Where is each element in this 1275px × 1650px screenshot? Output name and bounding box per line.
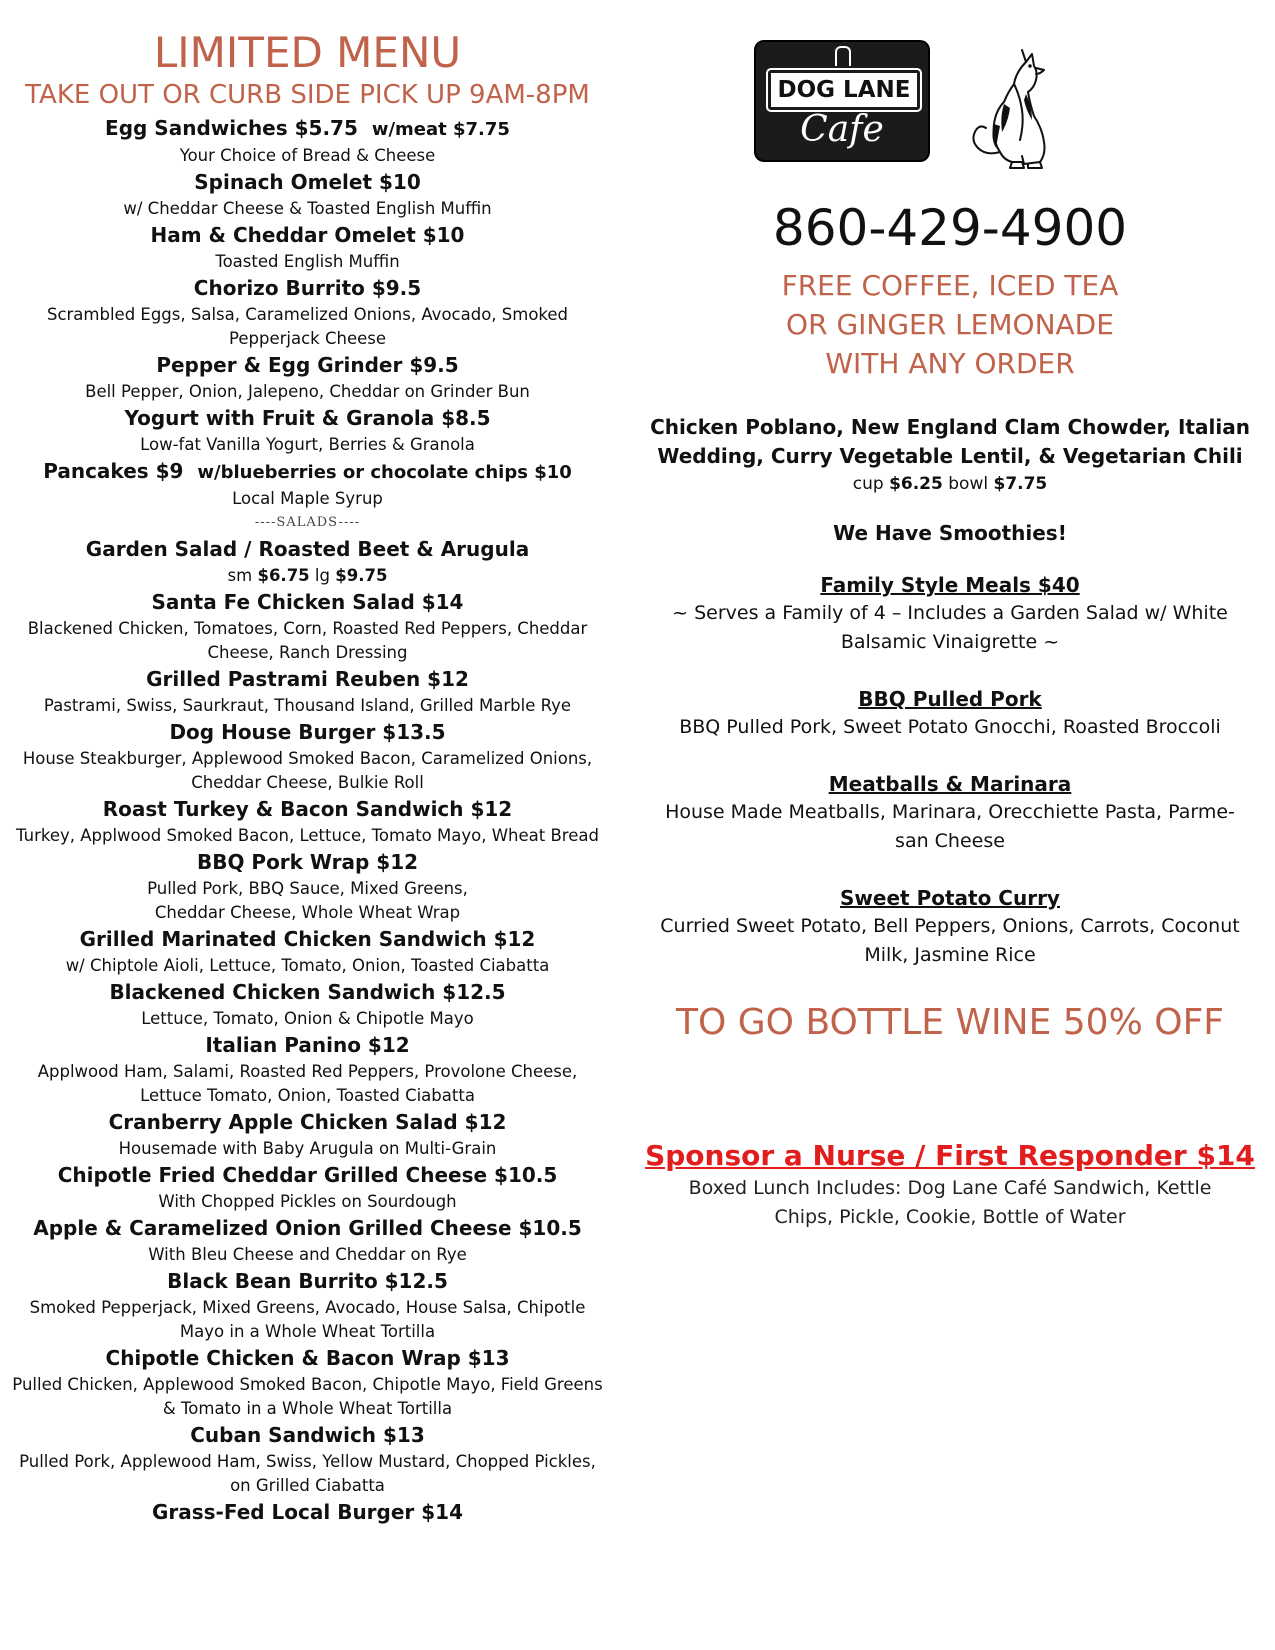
item-desc: Turkey, Applwood Smoked Bacon, Lettuce, Tomato Mayo, Wheat Bread: [16, 826, 599, 845]
menu-item: [0, 1161, 615, 1214]
menu-item: [0, 588, 615, 665]
item-desc: w/ Cheddar Cheese & Toasted English Muffin: [123, 199, 492, 218]
item-name: Grilled Marinated Chicken Sandwich $12: [79, 927, 536, 951]
phone-number: 860-429-4900: [772, 199, 1128, 257]
menu-item: [0, 1344, 615, 1421]
smoothies-note: We Have Smoothies!: [833, 521, 1067, 545]
item-desc: Lettuce Tomato, Onion, Toasted Ciabatta: [140, 1086, 475, 1105]
item-name: Chipotle Fried Cheddar Grilled Cheese $10.5: [57, 1163, 558, 1187]
menu-item: [0, 848, 615, 925]
item-desc: Blackened Chicken, Tomatoes, Corn, Roasted Red Peppers, Cheddar: [27, 619, 588, 638]
item-desc: Cheddar Cheese, Whole Wheat Wrap: [154, 903, 461, 922]
menu-item: [0, 1421, 615, 1498]
free-drink-promo: [640, 266, 1260, 383]
sponsor-title: Sponsor a Nurse / First Responder $14: [645, 1139, 1255, 1172]
menu-item: [0, 168, 615, 221]
meal-title: Sweet Potato Curry: [840, 886, 1060, 910]
wine-promo: TO GO BOTTLE WINE 50% OFF: [676, 1002, 1224, 1043]
meal-title: Meatballs & Marinara: [828, 772, 1072, 796]
promo-line: WITH ANY ORDER: [825, 347, 1075, 380]
item-desc: on Grilled Ciabatta: [230, 1476, 385, 1495]
item-desc: Low-fat Vanilla Yogurt, Berries & Granola: [140, 435, 475, 454]
item-desc: Lettuce, Tomato, Onion & Chipotle Mayo: [141, 1009, 474, 1028]
item-name: Santa Fe Chicken Salad $14: [151, 590, 464, 614]
item-desc: Pastrami, Swiss, Saurkraut, Thousand Island, Grilled Marble Rye: [43, 696, 572, 715]
item-desc: Mayo in a Whole Wheat Tortilla: [179, 1322, 436, 1341]
item-name: Grilled Pastrami Reuben $12: [146, 667, 469, 691]
item-name: Egg Sandwiches $5.75 w/meat $7.75: [105, 116, 510, 140]
item-desc: Housemade with Baby Arugula on Multi-Grain: [118, 1139, 497, 1158]
item-name: BBQ Pork Wrap $12: [196, 850, 419, 874]
item-desc: sm $6.75 lg $9.75: [227, 566, 388, 585]
item-extra: w/meat $7.75: [371, 119, 510, 140]
logo-sign-text: DOG LANE: [768, 70, 920, 110]
menu-item: [0, 795, 615, 848]
dog-sitting-icon: [964, 44, 1056, 170]
menu-item: [0, 1108, 615, 1161]
family-meals-desc: ~ Serves a Family of 4 – Includes a Garden Salad w/ White: [672, 602, 1228, 624]
menu-item: [0, 404, 615, 457]
dog-lane-cafe-logo: [756, 42, 928, 160]
item-name: Garden Salad / Roasted Beet & Arugula: [85, 537, 530, 561]
menu-title: LIMITED MENU: [153, 28, 462, 77]
family-meals-desc: Balsamic Vinaigrette ~: [840, 631, 1060, 653]
item-name: Pepper & Egg Grinder $9.5: [156, 353, 459, 377]
item-name: Chipotle Chicken & Bacon Wrap $13: [105, 1346, 510, 1370]
item-name: Spinach Omelet $10: [194, 170, 421, 194]
item-name: Chorizo Burrito $9.5: [193, 276, 422, 300]
menu-item: [0, 978, 615, 1031]
family-meals-title: Family Style Meals $40: [820, 573, 1080, 597]
salads-divider: ----SALADS----: [254, 515, 361, 530]
menu-item: [0, 1214, 615, 1267]
soups-line: Chicken Poblano, New England Clam Chowder, Italian: [650, 415, 1250, 439]
promo-line: OR GINGER LEMONADE: [786, 308, 1114, 341]
menu-item: [0, 718, 615, 795]
menu-item: [0, 351, 615, 404]
meal-desc: House Made Meatballs, Marinara, Orecchiette Pasta, Parme-: [665, 801, 1235, 823]
menu-item: [0, 274, 615, 351]
item-name: Blackened Chicken Sandwich $12.5: [109, 980, 506, 1004]
item-name: Grass-Fed Local Burger $14: [151, 1500, 464, 1524]
right-column: [640, 28, 1260, 1232]
menu-item: [0, 221, 615, 274]
item-desc: w/ Chiptole Aioli, Lettuce, Tomato, Onion, Toasted Ciabatta: [65, 956, 550, 975]
item-desc: Cheddar Cheese, Bulkie Roll: [191, 773, 424, 792]
meal-desc: san Cheese: [895, 830, 1005, 852]
item-desc: Pepperjack Cheese: [229, 329, 386, 348]
meal-desc: BBQ Pulled Pork, Sweet Potato Gnocchi, Roasted Broccoli: [679, 716, 1221, 738]
menu-item: [0, 1031, 615, 1108]
sponsor-desc: Boxed Lunch Includes: Dog Lane Café Sandwich, Kettle: [688, 1177, 1212, 1199]
item-name: Pancakes $9 w/blueberries or chocolate chips $10: [43, 459, 572, 483]
soup-prices: cup $6.25 bowl $7.75: [852, 474, 1048, 494]
item-extra: w/blueberries or chocolate chips $10: [197, 462, 572, 483]
item-desc: Pulled Chicken, Applewood Smoked Bacon, Chipotle Mayo, Field Greens: [12, 1375, 603, 1394]
item-desc: & Tomato in a Whole Wheat Tortilla: [162, 1399, 453, 1418]
item-desc: Your Choice of Bread & Cheese: [179, 146, 436, 165]
item-desc: Bell Pepper, Onion, Jalepeno, Cheddar on Grinder Bun: [85, 382, 530, 401]
item-desc: Pulled Pork, Applewood Ham, Swiss, Yellow Mustard, Chopped Pickles,: [19, 1452, 596, 1471]
item-name: Yogurt with Fruit & Granola $8.5: [124, 406, 491, 430]
menu-subtitle: TAKE OUT OR CURB SIDE PICK UP 9AM-8PM: [25, 80, 590, 110]
item-name: Ham & Cheddar Omelet $10: [150, 223, 465, 247]
item-name: Dog House Burger $13.5: [169, 720, 446, 744]
meal-desc: Curried Sweet Potato, Bell Peppers, Onions, Carrots, Coconut: [660, 915, 1240, 937]
soups-list: [640, 413, 1260, 471]
menu-item: [0, 1498, 615, 1527]
item-desc: Smoked Pepperjack, Mixed Greens, Avocado, House Salsa, Chipotle: [29, 1298, 586, 1317]
item-name: Roast Turkey & Bacon Sandwich $12: [102, 797, 513, 821]
item-desc: Toasted English Muffin: [215, 252, 400, 271]
meal-title: BBQ Pulled Pork: [858, 687, 1042, 711]
left-column: [0, 28, 615, 1527]
menu-item: [0, 457, 615, 511]
item-desc: Pulled Pork, BBQ Sauce, Mixed Greens,: [147, 879, 468, 898]
item-name: Italian Panino $12: [205, 1033, 410, 1057]
item-desc: With Bleu Cheese and Cheddar on Rye: [148, 1245, 467, 1264]
menu-item: [0, 925, 615, 978]
item-name: Black Bean Burrito $12.5: [167, 1269, 448, 1293]
item-desc: House Steakburger, Applewood Smoked Bacon, Caramelized Onions,: [22, 749, 593, 768]
menu-item: [0, 1267, 615, 1344]
soups-line: Wedding, Curry Vegetable Lentil, & Vegetarian Chili: [657, 444, 1243, 468]
menu-item: [0, 535, 615, 588]
sponsor-desc: Chips, Pickle, Cookie, Bottle of Water: [774, 1206, 1126, 1228]
item-name: Cuban Sandwich $13: [190, 1423, 425, 1447]
item-desc: Cheese, Ranch Dressing: [207, 643, 408, 662]
item-name: Cranberry Apple Chicken Salad $12: [108, 1110, 507, 1134]
menu-item: [0, 665, 615, 718]
meal-desc: Milk, Jasmine Rice: [864, 944, 1036, 966]
item-desc: Local Maple Syrup: [232, 489, 383, 508]
promo-line: FREE COFFEE, ICED TEA: [781, 269, 1119, 302]
logo-cafe-script: Cafe: [800, 109, 884, 150]
item-desc: Scrambled Eggs, Salsa, Caramelized Onions, Avocado, Smoked: [46, 305, 569, 324]
logo-row: [640, 28, 1260, 178]
item-desc: With Chopped Pickles on Sourdough: [158, 1192, 457, 1211]
sign-hook-icon: [835, 46, 851, 66]
menu-item: [0, 114, 615, 168]
item-name: Apple & Caramelized Onion Grilled Cheese $10.5: [33, 1216, 582, 1240]
item-desc: Applwood Ham, Salami, Roasted Red Peppers, Provolone Cheese,: [37, 1062, 578, 1081]
